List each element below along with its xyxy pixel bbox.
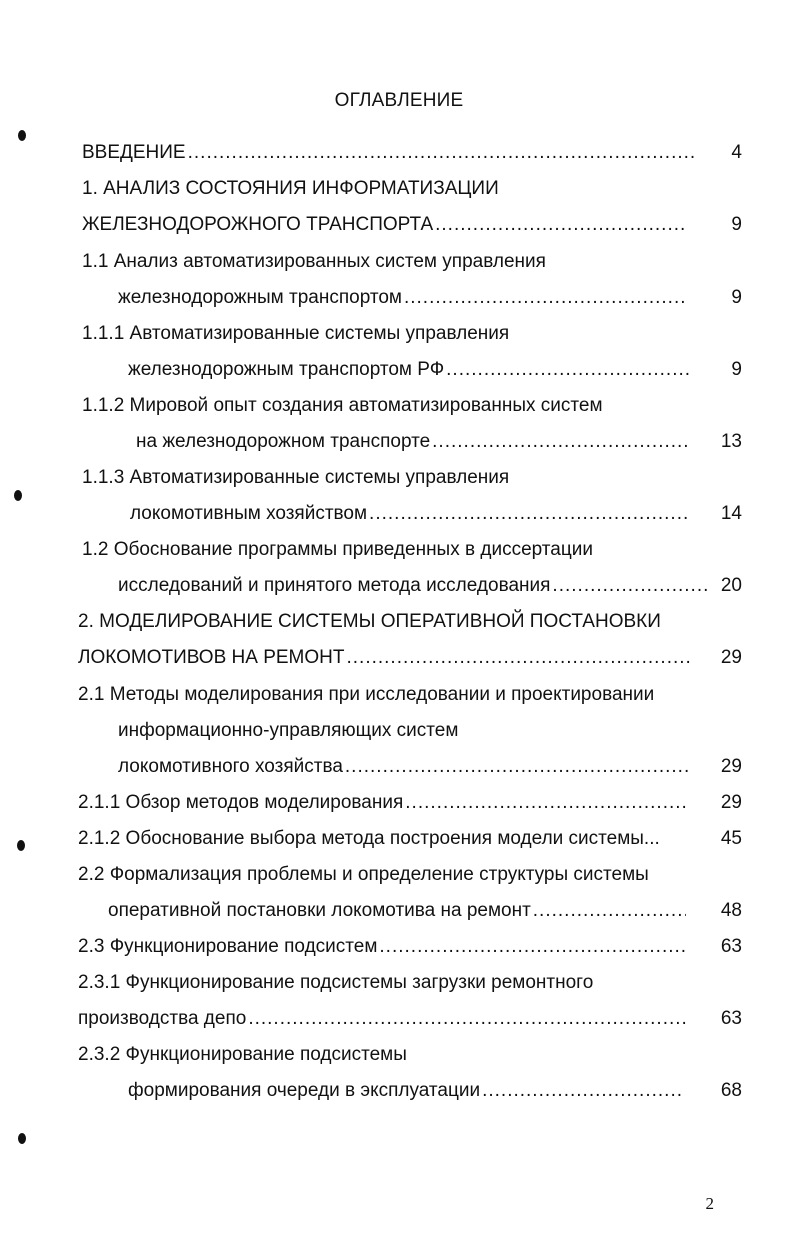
toc-entry [118, 755, 692, 779]
toc-entry-text: железнодорожным транспортом [118, 287, 402, 308]
toc-entry [82, 177, 499, 201]
leader-dots [482, 1079, 682, 1103]
toc-entry-text: ВВЕДЕНИЕ [82, 142, 186, 163]
leader-dots [369, 502, 688, 526]
leader-dots [379, 935, 686, 959]
toc-page-number: 68 [720, 1080, 742, 1101]
toc-entry-text: производства депо [78, 1008, 247, 1029]
toc-page-number: 29 [720, 792, 742, 813]
margin-mark [14, 490, 22, 501]
toc-entry [118, 719, 458, 743]
toc-page-number: 63 [720, 936, 742, 957]
toc-entry-text: информационно-управляющих систем [118, 720, 459, 741]
toc-entry-text: 2.2 Формализация проблемы и определение структуры системы [78, 864, 649, 885]
toc-entry [78, 935, 690, 959]
toc-entry-text: 1.1 Анализ автоматизированных систем управления [82, 251, 546, 272]
toc-page-number: 13 [720, 431, 742, 452]
toc-page-number: 63 [720, 1008, 742, 1029]
toc-entry [78, 683, 654, 707]
toc-entry [82, 466, 509, 490]
leader-dots [346, 646, 690, 670]
toc-entry [128, 1079, 686, 1103]
toc-entry-text: 1.1.2 Мировой опыт создания автоматизированных систем [82, 395, 603, 416]
toc-entry [82, 322, 509, 346]
toc-page-number: 45 [720, 828, 742, 849]
toc-entry-text: формирования очереди в эксплуатации [128, 1080, 481, 1101]
toc-entry [78, 646, 694, 670]
leader-dots [435, 213, 688, 237]
toc-entry-text: исследований и принятого метода исследования [118, 575, 551, 596]
toc-page-number: 9 [731, 214, 742, 235]
leader-dots [345, 755, 688, 779]
toc-entry [78, 1043, 407, 1067]
leader-dots [405, 791, 688, 815]
leader-dots [552, 574, 710, 598]
margin-mark [17, 840, 25, 851]
toc-entry [78, 827, 660, 851]
toc-entry [78, 791, 692, 815]
leader-dots [188, 141, 694, 165]
toc-entry-text: локомотивным хозяйством [130, 503, 368, 524]
toc-entry-text: 2.3.2 Функционирование подсистемы [78, 1044, 407, 1065]
margin-mark [18, 130, 26, 141]
toc-entry-text: 2.3.1 Функционирование подсистемы загрузки ремонтного [78, 972, 594, 993]
toc-entry-text: оперативной постановки локомотива на ремонт [108, 900, 531, 921]
toc-entry [82, 394, 603, 418]
toc-entry-text: ЖЕЛЕЗНОДОРОЖНОГО ТРАНСПОРТА [82, 214, 434, 235]
toc-entry-text: на железнодорожном транспорте [136, 431, 431, 452]
toc-page-number: 9 [731, 287, 742, 308]
toc-entry-text: 2. МОДЕЛИРОВАНИЕ СИСТЕМЫ ОПЕРАТИВНОЙ ПОСТАНОВКИ [78, 611, 661, 632]
leader-dots [404, 286, 688, 310]
toc-page-number: 48 [720, 900, 742, 921]
leader-dots [446, 358, 690, 382]
leader-dots [432, 430, 688, 454]
toc-entry [82, 250, 546, 274]
toc-entry [118, 286, 692, 310]
margin-mark [18, 1133, 26, 1144]
toc-entry [78, 971, 593, 995]
leader-dots [533, 899, 686, 923]
toc-entry [78, 863, 649, 887]
toc-entry [78, 1007, 690, 1031]
toc-entry [82, 141, 698, 165]
toc-entry-text: 1.2 Обоснование программы приведенных в диссертации [82, 539, 593, 560]
toc-page-number: 9 [731, 359, 742, 380]
toc-entry [136, 430, 692, 454]
toc-entry [82, 538, 593, 562]
toc-entry-text: железнодорожным транспортом РФ [128, 359, 445, 380]
toc-entry-text: ЛОКОМОТИВОВ НА РЕМОНТ [78, 647, 345, 668]
toc-page-number: 14 [720, 503, 742, 524]
leader-dots [248, 1007, 686, 1031]
toc-page-number: 20 [720, 575, 742, 596]
toc-page-number: 29 [720, 647, 742, 668]
toc-entry [78, 610, 661, 634]
toc-entry-text: локомотивного хозяйства [118, 756, 343, 777]
toc-entry-text: 1.1.3 Автоматизированные системы управления [82, 467, 510, 488]
toc-entry [108, 899, 690, 923]
toc-entry-text: 2.1 Методы моделирования при исследовании и проектировании [78, 684, 655, 705]
toc-entry [128, 358, 694, 382]
toc-entry-text: 2.1.2 Обоснование выбора метода построения модели системы... [78, 828, 660, 849]
page-number: 2 [705, 1194, 714, 1213]
toc-entry [82, 213, 692, 237]
toc-entry [130, 502, 692, 526]
toc-page-number: 29 [720, 756, 742, 777]
toc-entry-text: 2.3 Функционирование подсистем [78, 936, 378, 957]
toc-page-number: 4 [731, 142, 742, 163]
toc-entry-text: 1. АНАЛИЗ СОСТОЯНИЯ ИНФОРМАТИЗАЦИИ [82, 178, 499, 199]
page-title: ОГЛАВЛЕНИЕ [334, 90, 464, 111]
toc-entry [118, 574, 714, 598]
toc-entry-text: 2.1.1 Обзор методов моделирования [78, 792, 404, 813]
toc-entry-text: 1.1.1 Автоматизированные системы управления [82, 323, 510, 344]
